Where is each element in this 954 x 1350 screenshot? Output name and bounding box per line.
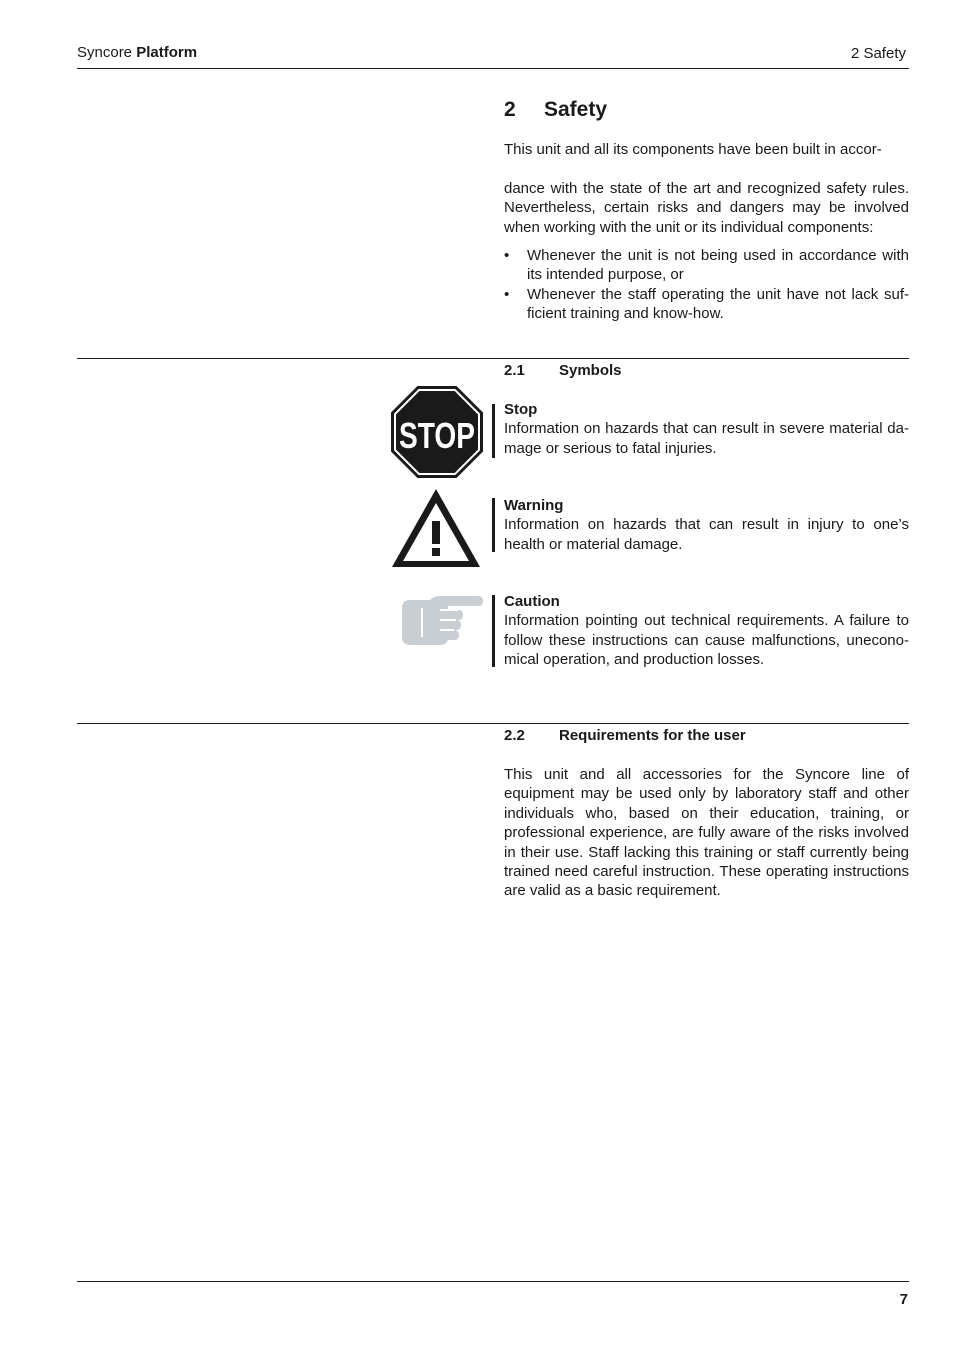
caution-notice bbox=[504, 592, 909, 670]
bullet-text: Whenever the unit is not being used in accordance with its intended purpose, or bbox=[527, 247, 909, 284]
product-name-light: Syncore bbox=[77, 44, 133, 61]
chapter-heading bbox=[504, 98, 909, 122]
warning-notice bbox=[504, 496, 909, 554]
stop-description: Information on hazards that can result in severe material damage or serious to fatal injuries. bbox=[504, 420, 909, 457]
running-header-section: 2 Safety bbox=[850, 45, 906, 62]
section-title: Requirements for the user bbox=[559, 727, 746, 744]
product-name-bold: Platform bbox=[136, 44, 198, 61]
bullet-text: Whenever the staff operating the unit have not lack sufficient training and know-how. bbox=[527, 285, 909, 323]
stop-marker-bar bbox=[492, 404, 495, 458]
stop-notice bbox=[504, 400, 909, 458]
page-number: 7 bbox=[899, 1291, 908, 1308]
running-header-product bbox=[77, 44, 197, 62]
section-heading-requirements bbox=[504, 727, 909, 745]
section-rule-requirements bbox=[77, 723, 909, 724]
header-rule bbox=[77, 68, 909, 69]
warning-description: Information on hazards that can result in injury to one’s health or material damage. bbox=[504, 516, 909, 553]
list-item bbox=[504, 285, 909, 324]
section-heading-symbols bbox=[504, 362, 909, 380]
intro-line-1: This unit and all its components have been built in accor- bbox=[504, 141, 882, 158]
chapter-number: 2 bbox=[504, 98, 516, 121]
stop-sign-label: STOP bbox=[399, 415, 475, 456]
section-number: 2.2 bbox=[504, 727, 525, 744]
stop-sign-icon bbox=[390, 385, 484, 479]
section-title: Symbols bbox=[559, 362, 622, 379]
hazard-bullet-list bbox=[504, 246, 909, 324]
bullet-marker: • bbox=[504, 247, 510, 264]
warning-triangle-icon bbox=[390, 487, 482, 569]
footer-rule bbox=[77, 1281, 909, 1282]
stop-title: Stop bbox=[504, 401, 538, 418]
caution-description: Information pointing out technical requirements. A failure to follow these instructions can cause malfunctions, uneconomical operation, and production losses. bbox=[504, 612, 909, 669]
caution-title: Caution bbox=[504, 593, 560, 610]
requirements-paragraph: This unit and all accessories for the Syncore line of equipment may be used only by laboratory staff and other individuals who, based on their education, training, or professional experience, are fully aware of the risks involved in their use. Staff lacking this training or staff currently being trained need careful instruction. These operating instructions are valid as a basic requirement. bbox=[504, 766, 909, 900]
warning-title: Warning bbox=[504, 497, 564, 514]
intro-paragraph: dance with the state of the art and recognized safety rules. Nevertheless, certain risks and dangers may be involved when working with the unit or its individual components: bbox=[504, 180, 909, 236]
pointing-hand-icon bbox=[400, 592, 484, 648]
chapter-title: Safety bbox=[544, 98, 608, 121]
warning-marker-bar bbox=[492, 498, 495, 552]
bullet-marker: • bbox=[504, 285, 510, 303]
list-item bbox=[504, 246, 909, 285]
section-number: 2.1 bbox=[504, 362, 525, 379]
caution-marker-bar bbox=[492, 595, 495, 667]
section-rule-symbols bbox=[77, 358, 909, 359]
